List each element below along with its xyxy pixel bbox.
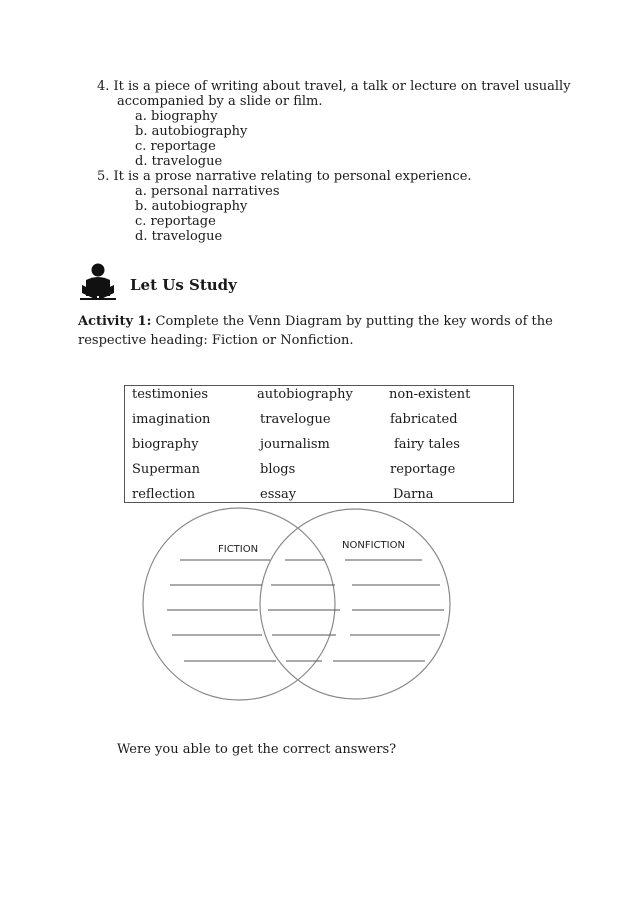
answer-lines [167,560,444,661]
word-item: fabricated [390,412,458,427]
q4-option-a: a. biography [135,109,218,124]
word-item: Superman [132,462,200,477]
question-4: 4. It is a piece of writing about travel, a talk or lecture on travel usually [97,79,571,94]
fiction-circle [143,508,335,700]
word-item: Darna [393,487,434,502]
activity-label: Activity 1: [78,314,152,329]
venn-diagram [143,508,450,700]
q4-option-d: d. travelogue [135,154,223,169]
q5-option-b: b. autobiography [135,199,248,214]
word-item: non-existent [389,387,471,402]
nonfiction-circle [260,509,450,699]
venn-label-fiction: FICTION [218,544,259,555]
question-4-continued: accompanied by a slide or film. [117,94,323,109]
q5-option-c: c. reportage [135,214,216,229]
section-title: Let Us Study [130,276,237,294]
word-bank [124,385,514,503]
word-item: testimonies [132,387,209,402]
reader-icon [80,264,116,301]
closing-question: Were you able to get the correct answers? [117,742,397,757]
venn-label-nonfiction: NONFICTION [342,540,405,551]
word-item: imagination [132,412,211,427]
activity-text: Complete the Venn Diagram by putting the key words of the respective heading: Fiction or Nonfiction. [78,314,553,348]
word-item: blogs [260,462,296,477]
q4-option-c: c. reportage [135,139,216,154]
word-item: essay [260,487,297,502]
word-item: biography [132,437,199,452]
word-item: fairy tales [394,437,460,452]
activity-instructions [78,312,578,350]
word-item: autobiography [257,387,353,402]
question-5: 5. It is a prose narrative relating to personal experience. [97,169,472,184]
word-item: journalism [260,437,330,452]
word-item: travelogue [260,412,331,427]
q4-option-b: b. autobiography [135,124,248,139]
word-item: reflection [132,487,196,502]
q5-option-d: d. travelogue [135,229,223,244]
q5-option-a: a. personal narratives [135,184,280,199]
word-item: reportage [390,462,456,477]
